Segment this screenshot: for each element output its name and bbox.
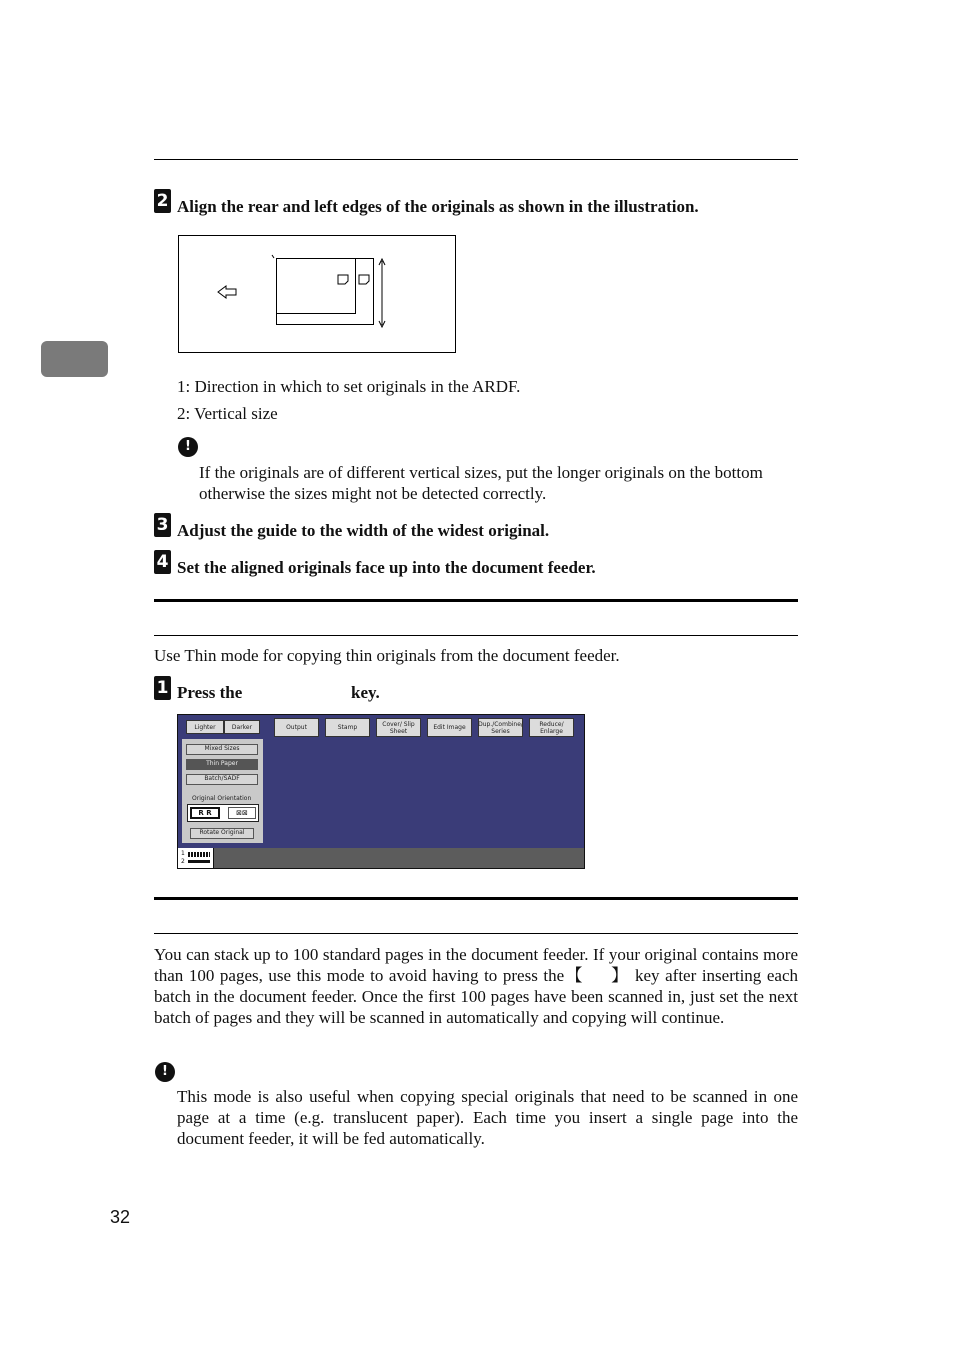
section-rule-thin (154, 635, 798, 636)
memory-bar-icon (188, 860, 210, 863)
edit-image-button[interactable]: Edit Image (427, 718, 472, 737)
alignment-illustration (178, 235, 456, 353)
thin-step-1-text-after: key. (351, 683, 380, 702)
counter-box (178, 848, 214, 868)
note-icon: ! (178, 437, 198, 457)
batch-note-text: This mode is also useful when copying special originals that need to be scanned in one page at a time (e.g. translucent paper). Each time you insert a single page into the document feeder, it will be fed automatically. (177, 1087, 798, 1148)
original-settings-group (182, 739, 263, 843)
thin-mode-intro: Use Thin mode for copying thin originals from the document feeder. (154, 646, 620, 665)
counter-1: 1 (181, 850, 185, 857)
thin-paper-button[interactable]: Thin Paper (186, 759, 258, 770)
note-icon: ! (155, 1062, 175, 1082)
dup-combine-series-button[interactable]: Dup./Combine/ Series (478, 718, 523, 737)
memory-bar-icon (188, 852, 210, 857)
step-2-text: Align the rear and left edges of the originals as shown in the illustration. (177, 197, 699, 216)
step-number-2: 2 (154, 189, 171, 213)
key-bracket-open: 【 (564, 966, 584, 985)
lighter-button[interactable]: Lighter (186, 720, 224, 734)
page-number: 32 (110, 1207, 131, 1227)
orientation-label: Original Orientation (192, 795, 252, 802)
rotate-original-button[interactable]: Rotate Original (190, 828, 254, 839)
batch-paragraph-part2: key after inserting each batch in the document feeder. Once the first 100 pages have been scanned in, just set the next batch of pages and they will be scanned in automatically and copying will continue. (154, 966, 799, 1027)
callout-2: 2: Vertical size (177, 404, 278, 423)
orientation-options[interactable] (187, 804, 259, 822)
mixed-sizes-button[interactable]: Mixed Sizes (186, 744, 258, 755)
status-bar (178, 848, 584, 868)
section-rule-thick (154, 897, 798, 900)
section-rule-thick (154, 599, 798, 602)
batch-sadf-button[interactable]: Batch/SADF (186, 774, 258, 785)
page-icon (338, 275, 348, 284)
step-number-4: 4 (154, 550, 171, 574)
cover-slip-sheet-button[interactable]: Cover/ Slip Sheet (376, 718, 421, 737)
orientation-landscape-icon[interactable]: ⊠⊠ (228, 807, 256, 819)
output-button[interactable]: Output (274, 718, 319, 737)
counter-2: 2 (181, 858, 185, 865)
header-rule (154, 159, 798, 160)
batch-paragraph (154, 944, 798, 1028)
thin-step-number-1: 1 (154, 676, 171, 700)
thin-step-1-text-before: Press the (177, 683, 243, 702)
control-panel-screen (177, 714, 585, 869)
step-number-3: 3 (154, 513, 171, 537)
orientation-portrait-icon[interactable]: R R (190, 807, 220, 819)
note-1-text: If the originals are of different vertical sizes, put the longer originals on the bottom otherwise the sizes might not be detected correctly. (199, 463, 763, 503)
callout-1: 1: Direction in which to set originals in the ARDF. (177, 377, 521, 396)
key-bracket-close: 】 (609, 966, 630, 985)
step-4-text: Set the aligned originals face up into the document feeder. (177, 558, 596, 577)
batch-paragraph-part1: You can stack up to 100 standard pages in the document feeder. If your original contains more than 100 pages, use this mode to avoid having to press the (154, 945, 798, 985)
page-icon (359, 275, 369, 284)
chapter-tab (41, 341, 108, 377)
reduce-enlarge-button[interactable]: Reduce/ Enlarge (529, 718, 574, 737)
section-rule-thin (154, 933, 798, 934)
step-3-text: Adjust the guide to the width of the widest original. (177, 521, 550, 540)
stamp-button[interactable]: Stamp (325, 718, 370, 737)
darker-button[interactable]: Darker (224, 720, 260, 734)
